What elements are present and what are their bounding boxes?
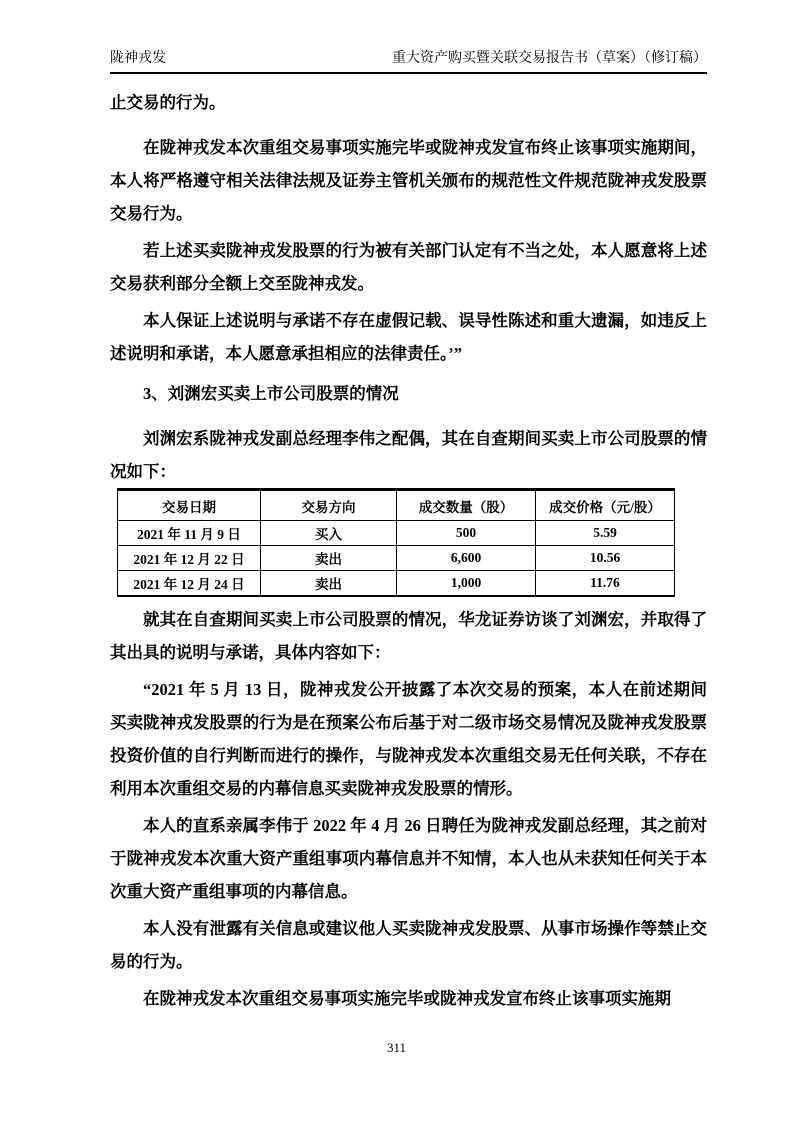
table-cell-price: 10.56 bbox=[536, 546, 675, 571]
table-cell-price: 11.76 bbox=[536, 571, 675, 597]
table-row bbox=[118, 571, 675, 597]
table-header-cell: 交易日期 bbox=[118, 490, 261, 521]
table-header-cell: 交易方向 bbox=[261, 490, 397, 521]
paragraph-continuation: 止交易的行为。 bbox=[110, 93, 226, 112]
table-cell-direction: 卖出 bbox=[261, 571, 397, 597]
table-cell-volume: 1,000 bbox=[397, 571, 536, 597]
page-number: 311 bbox=[386, 1040, 407, 1055]
table-row bbox=[118, 546, 675, 571]
header-company-name: 陇神戎发 bbox=[110, 51, 166, 66]
header-report-title: 重大资产购买暨关联交易报告书（草案）（修订稿） bbox=[392, 51, 707, 66]
paragraph: 就其在自查期间买卖上市公司股票的情况，华龙证券访谈了刘渊宏，并取得了其出具的说明与承诺，具体内容如下： bbox=[110, 610, 707, 662]
paragraph: 本人没有泄露有关信息或建议他人买卖陇神戎发股票、从事市场操作等禁止交易的行为。 bbox=[110, 919, 707, 971]
paragraph: 本人的直系亲属李伟于 2022 年 4 月 26 日聘任为陇神戎发副总经理，其之前对于陇神戎发本次重大资产重组事项内幕信息并不知情，本人也从未获知任何关于本次重大资产重组事项的内幕信息。 bbox=[110, 816, 707, 901]
table-cell-volume: 500 bbox=[397, 521, 536, 546]
paragraph: 刘渊宏系陇神戎发副总经理李伟之配偶，其在自查期间买卖上市公司股票的情况如下： bbox=[110, 429, 707, 481]
table-row bbox=[118, 521, 675, 546]
table-cell-date: 2021 年 11 月 9 日 bbox=[118, 521, 261, 546]
paragraph-cutoff: 在陇神戎发本次重组交易事项实施完毕或陇神戎发宣布终止该事项实施期 bbox=[143, 989, 671, 1008]
stock-trading-table bbox=[117, 488, 675, 597]
table-header-cell: 成交数量（股） bbox=[397, 490, 536, 521]
section-heading: 3、刘渊宏买卖上市公司股票的情况 bbox=[143, 384, 399, 403]
table-header-cell: 成交价格（元/股） bbox=[536, 490, 675, 521]
page-body bbox=[110, 74, 707, 1015]
paragraph: 若上述买卖陇神戎发股票的行为被有关部门认定有不当之处，本人愿意将上述交易获利部分全额上交至陇神戎发。 bbox=[110, 241, 707, 293]
table-header-row bbox=[118, 490, 675, 521]
table-cell-date: 2021 年 12 月 22 日 bbox=[118, 546, 261, 571]
table-cell-price: 5.59 bbox=[536, 521, 675, 546]
table-cell-date: 2021 年 12 月 24 日 bbox=[118, 571, 261, 597]
paragraph: 在陇神戎发本次重组交易事项实施完毕或陇神戎发宣布终止该事项实施期间，本人将严格遵守相关法律法规及证券主管机关颁布的规范性文件规范陇神戎发股票交易行为。 bbox=[110, 138, 707, 223]
table-cell-volume: 6,600 bbox=[397, 546, 536, 571]
page-header bbox=[110, 50, 707, 74]
table-cell-direction: 买入 bbox=[261, 521, 397, 546]
paragraph: 本人保证上述说明与承诺不存在虚假记载、误导性陈述和重大遗漏，如违反上述说明和承诺，本人愿意承担相应的法律责任。’” bbox=[110, 311, 707, 363]
table-cell-direction: 卖出 bbox=[261, 546, 397, 571]
paragraph: “2021 年 5 月 13 日，陇神戎发公开披露了本次交易的预案，本人在前述期间买卖陇神戎发股票的行为是在预案公布后基于对二级市场交易情况及陇神戎发股票投资价值的自行判断而进行的操作，与陇神戎发本次重组交易无任何关联，不存在利用本次重组交易的内幕信息买卖陇神戎发股票的情形。 bbox=[110, 680, 707, 798]
